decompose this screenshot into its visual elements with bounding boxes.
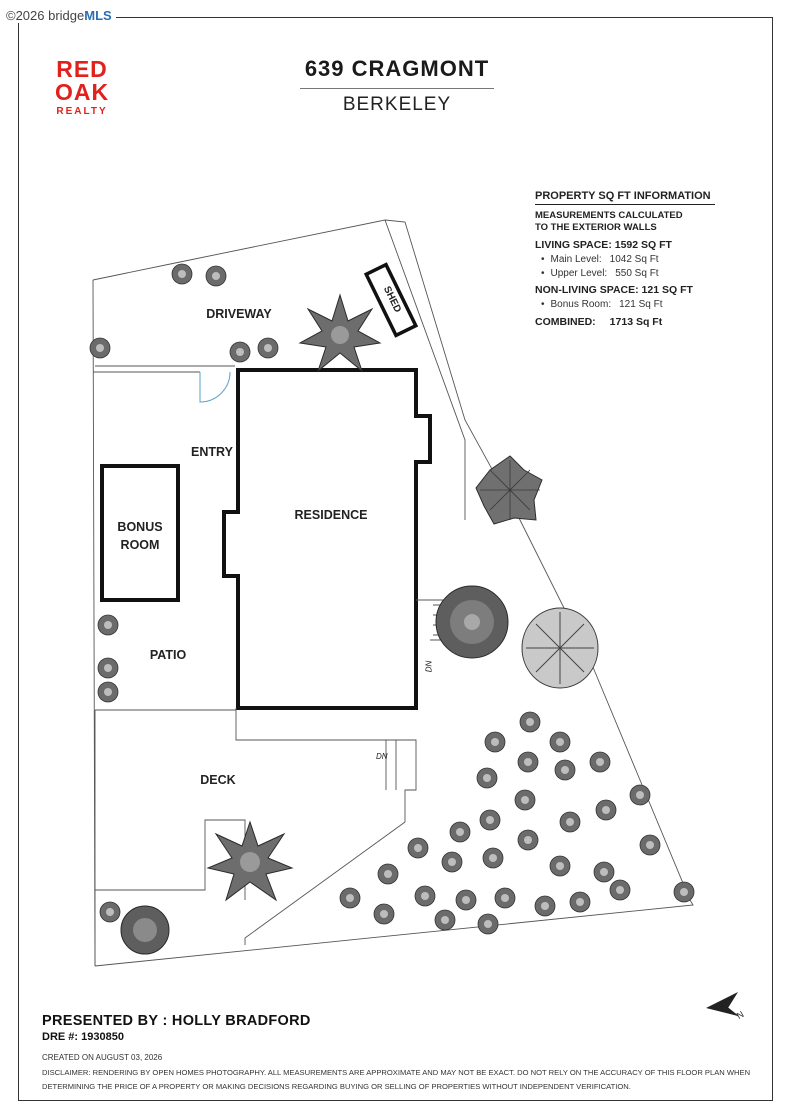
shed-label: SHED xyxy=(380,284,404,315)
logo-line-3: REALTY xyxy=(56,106,108,117)
sqft-note-line-2: TO THE EXTERIOR WALLS xyxy=(535,222,657,233)
copyright-text: ©2026 bridge xyxy=(6,8,85,23)
residence-label: RESIDENCE xyxy=(294,508,368,522)
non-living-space: NON-LIVING SPACE: 121 SQ FT xyxy=(535,284,693,296)
bonus-room-line-2: ROOM xyxy=(120,538,160,552)
combined-label: COMBINED: xyxy=(535,316,596,328)
property-city: BERKELEY xyxy=(342,94,452,115)
door-swing xyxy=(200,372,230,402)
entry-label: ENTRY xyxy=(191,445,233,459)
north-arrow-icon xyxy=(706,992,738,1016)
combined-value: 1713 Sq Ft xyxy=(609,316,663,328)
upper-level-label: Upper Level: xyxy=(550,268,608,279)
logo-line-2: OAK xyxy=(54,79,110,105)
deck-label: DECK xyxy=(200,773,236,787)
driveway-label: DRIVEWAY xyxy=(206,307,272,321)
north-label: N xyxy=(734,1009,746,1021)
bonus-room-value: 121 Sq Ft xyxy=(619,299,663,310)
bonus-room-label-block xyxy=(104,518,176,554)
bonus-room-row: • Bonus Room: 121 Sq Ft xyxy=(541,299,663,310)
upper-level-value: 550 Sq Ft xyxy=(615,268,659,279)
residence-outline xyxy=(224,370,430,708)
stair-down-label-2: DN xyxy=(376,752,388,761)
bonus-room-label: Bonus Room: xyxy=(550,299,612,310)
main-level-row: • Main Level: 1042 Sq Ft xyxy=(541,254,659,265)
dre-number: DRE #: 1930850 xyxy=(42,1031,124,1043)
upper-level-row: • Upper Level: 550 Sq Ft xyxy=(541,268,659,279)
created-date: CREATED ON AUGUST 03, 2026 xyxy=(42,1053,163,1062)
disclaimer-text: DISCLAIMER: RENDERING BY OPEN HOMES PHOTOGRAPHY. ALL MEASUREMENTS ARE APPROXIMATE AND MAY NOT BE EXACT. DO NOT RELY ON THE ACCURACY OF THIS FLOOR PLAN WHEN DETERMINING THE PRICE OF A PROPERTY OR MAKING DECISIONS REGARDING BUYING OR SELLING OF PROPERTIES WITHOUT INDEPENDENT VERIFICATION. xyxy=(42,1068,751,1091)
sqft-note-line-1: MEASUREMENTS CALCULATED xyxy=(535,210,683,221)
main-level-label: Main Level: xyxy=(550,254,602,265)
bonus-room-line-1: BONUS xyxy=(117,520,163,534)
landscaping xyxy=(90,264,694,954)
main-level-value: 1042 Sq Ft xyxy=(609,254,659,265)
logo-line-1: RED xyxy=(56,56,108,82)
living-space: LIVING SPACE: 1592 SQ FT xyxy=(535,239,672,251)
presented-by: PRESENTED BY : HOLLY BRADFORD xyxy=(42,1013,311,1029)
mls-brand: MLS xyxy=(84,8,112,23)
sqft-heading: PROPERTY SQ FT INFORMATION xyxy=(535,190,715,205)
patio-label: PATIO xyxy=(149,648,187,662)
property-title: 639 CRAGMONT xyxy=(304,56,490,81)
stair-down-label-1: DN xyxy=(424,660,434,673)
